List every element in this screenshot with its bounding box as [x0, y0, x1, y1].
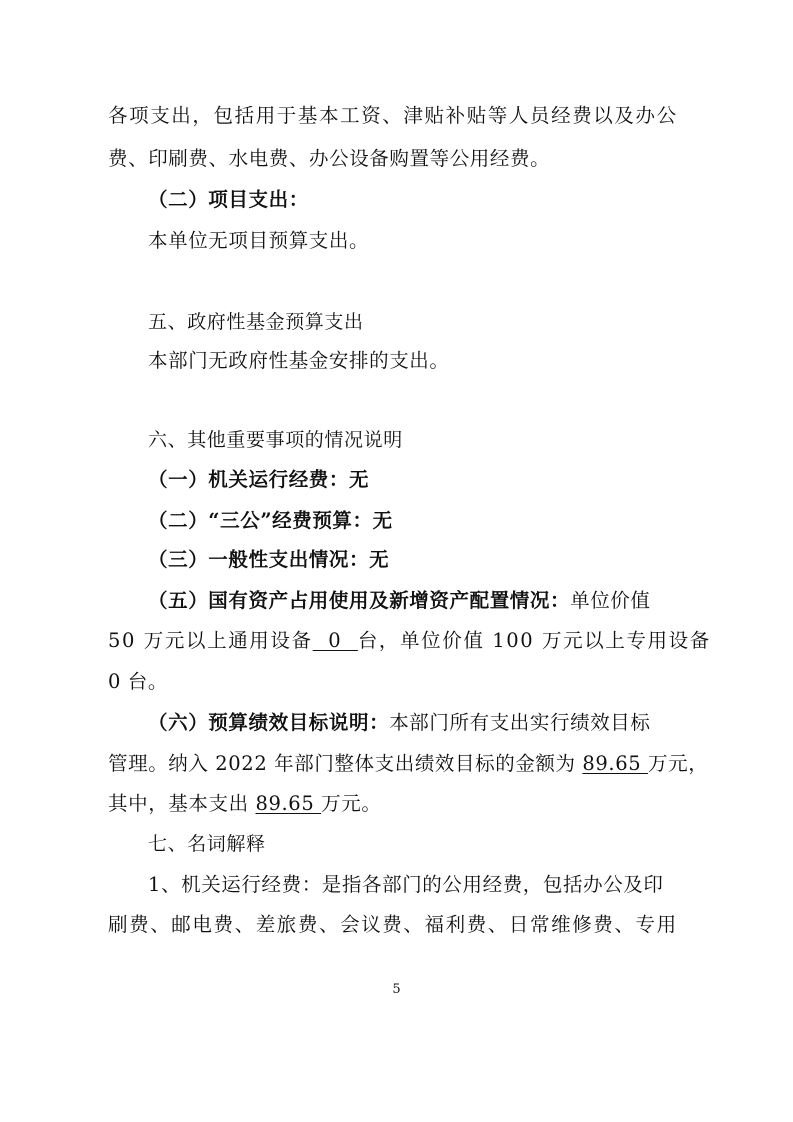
section-title-other-matters: 六、其他重要事项的情况说明	[148, 429, 403, 451]
text-span: 管理。纳入 2022 年部门整体支出绩效目标的金额为	[108, 752, 583, 775]
underlined-value: 89.65	[582, 752, 649, 775]
underlined-value: 89.65	[255, 792, 322, 815]
text-span: 其中，基本支出	[108, 792, 256, 815]
paragraph-line: 刷费、邮电费、差旅费、会议费、福利费、日常维修费、专用	[108, 913, 678, 936]
paragraph-line: 本单位无项目预算支出。	[148, 229, 370, 252]
subsection-title-operating-costs: （一）机关运行经费：无	[148, 468, 370, 491]
section-title-glossary: 七、名词解释	[148, 833, 266, 855]
text-span: 万元，	[648, 752, 709, 775]
text-span: 50 万元以上通用设备	[108, 629, 313, 652]
text-span: 本部门所有支出实行绩效目标	[389, 711, 651, 734]
subsection-title-three-public: （二）“三公”经费预算：无	[148, 509, 393, 532]
subsection-title-performance-goals: （六）预算绩效目标说明：	[148, 711, 390, 734]
paragraph-line: 1、机关运行经费：是指各部门的公用经费，包括办公及印	[148, 873, 664, 896]
subsection-title-project-expenditure: （二）项目支出：	[148, 188, 309, 211]
page-number: 5	[392, 982, 401, 997]
paragraph-line	[148, 710, 728, 736]
text-span: 万元。	[321, 792, 382, 815]
paragraph-line	[108, 628, 711, 654]
paragraph-line: 费、印刷费、水电费、办公设备购置等公用经费。	[108, 147, 551, 170]
underlined-value: 0	[312, 629, 358, 652]
subsection-title-general-expenditure: （三）一般性支出情况：无	[148, 548, 390, 571]
paragraph-line: 本部门无政府性基金安排的支出。	[148, 349, 450, 372]
paragraph-line: 0 台。	[108, 670, 169, 693]
text-span: 单位价值	[570, 589, 651, 612]
paragraph-line: 各项支出，包括用于基本工资、津贴补贴等人员经费以及办公	[108, 104, 678, 127]
paragraph-line	[148, 588, 728, 614]
section-title-government-fund: 五、政府性基金预算支出	[148, 311, 364, 333]
paragraph-line	[108, 791, 688, 817]
subsection-title-state-assets: （五）国有资产占用使用及新增资产配置情况：	[148, 589, 571, 612]
text-span: 台，单位价值 100 万元以上专用设备	[357, 629, 711, 652]
paragraph-line	[108, 751, 709, 777]
